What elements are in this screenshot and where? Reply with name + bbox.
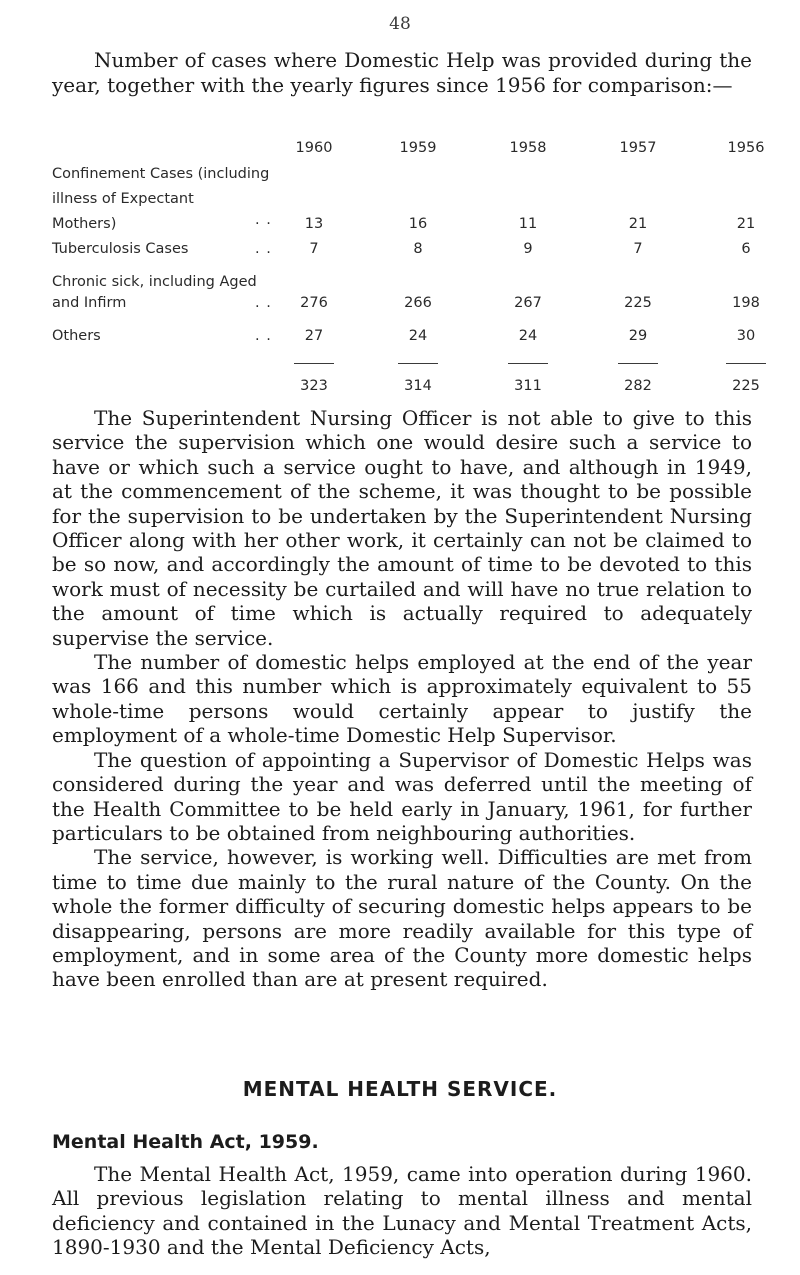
table-cell: 6 <box>741 241 751 257</box>
table-cell: 276 <box>300 295 328 311</box>
dot-leader: . . <box>255 212 272 228</box>
intro-paragraph: Number of cases where Domestic Help was provided during the year, together with the yearly figures since 1956 for comparison:— <box>52 48 752 97</box>
subsection-heading: Mental Health Act, 1959. <box>52 1131 319 1153</box>
total-rule <box>716 363 776 365</box>
total-rule <box>608 363 668 365</box>
table-cell: 29 <box>628 328 648 344</box>
paragraph: The question of appointing a Supervisor of Domestic Helps was considered during the year and was deferred until the meeting of the Health Committee to be held early in January, 1961, for further particulars to be obtained from neighbouring authorities. <box>52 747 752 845</box>
year-header: 1957 <box>619 140 657 156</box>
body-text <box>52 406 752 992</box>
total-rule <box>388 363 448 365</box>
total-cell: 282 <box>624 378 652 394</box>
paragraph: The service, however, is working well. Difficulties are met from time to time due mainly to the rural nature of the County. On the whole the former difficulty of securing domestic helps appears to be disappearing, persons are more readily available for this type of employment, and in some area of the County more domestic helps have been enrolled than are at present required. <box>52 845 752 992</box>
total-rule <box>284 363 344 365</box>
table-cell: 21 <box>628 216 648 232</box>
table-cell: 267 <box>514 295 542 311</box>
dot-leader: . . <box>255 295 272 311</box>
row-label: Confinement Cases (including illness of Expectant Mothers) <box>52 166 270 232</box>
section-heading: MENTAL HEALTH SERVICE. <box>242 1077 558 1101</box>
table-cell: 16 <box>408 216 428 232</box>
table-cell: 30 <box>736 328 756 344</box>
total-cell: 311 <box>514 378 542 394</box>
row-label: Others <box>52 328 101 344</box>
dot-leader: . . <box>255 241 272 257</box>
final-body-text <box>52 1162 752 1260</box>
page-number: 48 <box>389 14 411 34</box>
year-header: 1959 <box>399 140 437 156</box>
row-label: Chronic sick, including Aged and Infirm <box>52 274 257 311</box>
paragraph: The number of domestic helps employed at the end of the year was 166 and this number which is approximately equivalent to 55 whole-time persons would certainly appear to justify the employment of a whole-time Domestic Help Supervisor. <box>52 650 752 748</box>
total-cell: 323 <box>300 378 328 394</box>
dot-leader: . . <box>255 328 272 344</box>
table-cell: 21 <box>736 216 756 232</box>
year-header: 1956 <box>727 140 765 156</box>
total-cell: 314 <box>404 378 432 394</box>
total-rule <box>498 363 558 365</box>
table-cell: 8 <box>413 241 423 257</box>
paragraph: The Mental Health Act, 1959, came into operation during 1960. All previous legislation relating to mental illness and mental deficiency and contained in the Lunacy and Mental Treatment Acts, 1890-1930 and the Mental Deficiency Acts, <box>52 1162 752 1260</box>
paragraph: The Superintendent Nursing Officer is not able to give to this service the supervision which one would desire such a service to have or which such a service ought to have, and although in 1949, at the commencement of the scheme, it was thought to be possible for the supervision to be undertaken by the Superintendent Nursing Officer along with her other work, it certainly can not be claimed to be so now, and accordingly the amount of time to be devoted to this work must of necessity be curtailed and will have no true relation to the amount of time which is actually required to adequately supervise the service. <box>52 406 752 650</box>
table-cell: 13 <box>304 216 324 232</box>
table-cell: 24 <box>408 328 428 344</box>
table-cell: 7 <box>633 241 643 257</box>
table-cell: 24 <box>518 328 538 344</box>
table-cell: 225 <box>624 295 652 311</box>
table-cell: 9 <box>523 241 533 257</box>
table-cell: 266 <box>404 295 432 311</box>
table-cell: 198 <box>732 295 760 311</box>
total-cell: 225 <box>732 378 760 394</box>
year-header: 1958 <box>509 140 547 156</box>
table-cell: 27 <box>304 328 324 344</box>
row-label: Tuberculosis Cases <box>52 241 189 257</box>
table-cell: 7 <box>309 241 319 257</box>
table-cell: 11 <box>518 216 538 232</box>
year-header: 1960 <box>295 140 333 156</box>
